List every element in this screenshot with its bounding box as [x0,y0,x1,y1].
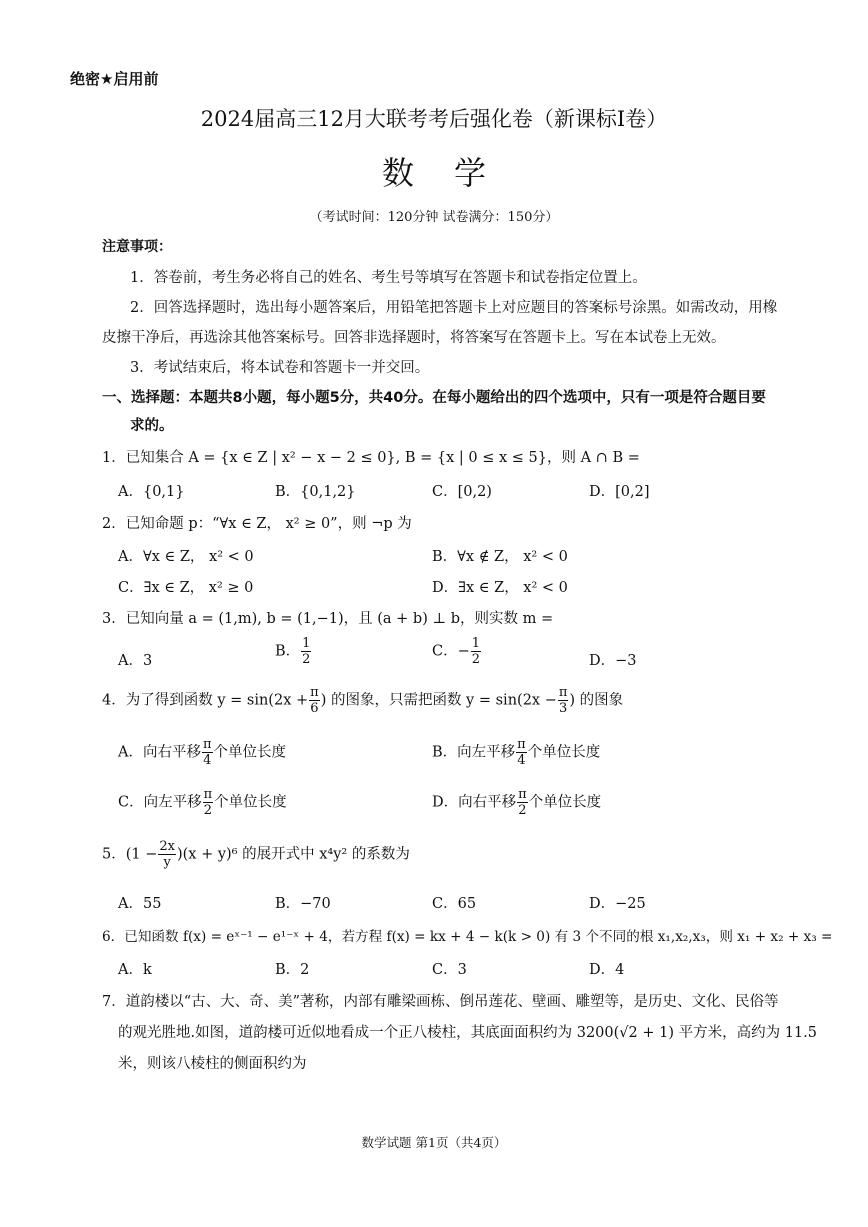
section-1-heading: 一、选择题：本题共8小题，每小题5分，共40分。在每小题给出的四个选项中，只有一项是符合题目要 [102,390,766,406]
q4-stem-part: ) 的图象，只需把函数 y = sin(2x − [320,692,557,709]
numerator: 1 [302,636,311,651]
q2-option-d: D．∃x ∈ Z， x² < 0 [432,580,568,596]
denominator: 2 [518,803,527,818]
q6-option-d: D．4 [589,962,625,978]
question-5-stem [102,840,410,869]
numerator: π [518,787,527,802]
numerator: π [558,685,568,700]
q4-option-b-pre: B．向左平移 [432,744,516,761]
numerator: π [202,737,212,752]
q4-stem-part: 4．为了得到函数 y = sin(2x + [102,692,309,709]
denominator: 4 [203,753,212,768]
denominator: 2 [203,803,213,818]
q5-stem-part: )(x + y)⁶ 的展开式中 x⁴y² 的系数为 [176,846,410,863]
fraction [516,738,527,767]
numerator: π [310,685,319,700]
fraction [309,686,320,715]
q4-option-a-pre: A．向右平移 [118,744,201,761]
q5-option-a: A．55 [118,896,162,912]
q4-option-b [432,738,600,767]
q4-option-d-pre: D．向右平移 [432,794,517,811]
exam-title: 2024届高三12月大联考考后强化卷（新课标I卷） [200,107,668,131]
q4-option-a [118,738,286,767]
q3-option-c [432,637,482,666]
q4-option-c [118,788,287,817]
numerator: π [517,737,526,752]
fraction [202,738,213,767]
question-7-line1: 7．道韵楼以“古、大、奇、美”著称，内部有雕梁画栋、倒吊莲花、壁画、雕塑等，是历史、文化、民俗等 [102,994,779,1010]
note-item-2-line2: 皮擦干净后，再选涂其他答案标号。回答非选择题时，将答案写在答题卡上。写在本试卷上无效。 [102,330,726,346]
q5-option-b: B．−70 [275,896,331,912]
fraction [558,686,569,715]
q4-option-c-post: 个单位长度 [214,794,287,811]
q4-option-b-post: 个单位长度 [527,744,601,761]
note-item-3: 3．考试结束后，将本试卷和答题卡一并交回。 [130,360,430,376]
q4-option-c-pre: C．向左平移 [118,794,202,811]
question-3-stem: 3．已知向量 a = (1,m), b = (1,−1)，且 (a + b) ⊥ b，则实数 m = [102,611,554,627]
question-7-line3: 米，则该八棱柱的侧面积约为 [118,1056,307,1072]
denominator: 2 [302,652,311,667]
q3-option-b-label: B． [275,643,301,660]
fraction [158,840,176,869]
q6-option-a: A．k [118,962,152,978]
question-2-stem: 2．已知命题 p：“∀x ∈ Z， x² ≥ 0”，则 ¬p 为 [102,516,412,532]
q3-option-a: A．3 [118,653,153,669]
q2-option-b: B．∀x ∉ Z， x² < 0 [432,549,568,565]
q3-option-d: D．−3 [589,653,637,669]
note-item-1: 1．答卷前，考生务必将自己的姓名、考生号等填写在答题卡和试卷指定位置上。 [130,270,647,286]
numerator: π [203,787,213,802]
q5-option-d: D．−25 [589,896,646,912]
fraction [471,637,481,666]
q3-option-c-label: C．− [432,643,470,660]
q5-option-c: C．65 [432,896,477,912]
fraction [517,788,528,817]
confidential-mark: 绝密★启用前 [70,70,159,88]
q1-option-c: C．[0,2) [432,484,492,500]
q2-option-a: A．∀x ∈ Z， x² < 0 [118,549,254,565]
denominator: 2 [471,652,481,667]
q3-option-b [275,637,312,666]
numerator: 1 [471,636,481,651]
denominator: 3 [558,701,568,716]
section-1-heading-cont: 求的。 [130,418,174,434]
page-footer: 数学试题 第1页（共4页） [361,1135,507,1150]
fraction [203,788,214,817]
q1-option-a: A．{0,1} [118,484,185,500]
note-item-2-line1: 2．回答选择题时，选出每小题答案后，用铅笔把答题卡上对应题目的答案标号涂黑。如需改动，用橡 [130,300,778,316]
question-1-stem: 1．已知集合 A = {x ∈ Z | x² − x − 2 ≤ 0}, B = {x | 0 ≤ x ≤ 5}，则 A ∩ B = [102,450,640,466]
denominator: 4 [517,753,526,768]
denominator: y [163,855,171,870]
q4-option-a-post: 个单位长度 [213,744,287,761]
question-7-line2: 的观光胜地.如图，道韵楼可近似地看成一个正八棱柱，其底面面积约为 3200(√2 + 1) 平方米，高约为 11.5 [118,1025,817,1041]
q4-option-d-post: 个单位长度 [528,794,602,811]
q2-option-c: C．∃x ∈ Z， x² ≥ 0 [118,580,254,596]
denominator: 6 [310,701,319,716]
q1-option-d: D．[0,2] [589,484,650,500]
q5-stem-part: 5．(1 − [102,846,158,863]
q6-option-c: C．3 [432,962,467,978]
exam-info: （考试时间：120分钟 试卷满分：150分） [309,210,559,225]
q4-option-d [432,788,601,817]
subject-title: 数学 [381,154,526,192]
fraction [301,637,311,666]
q6-option-b: B．2 [275,962,310,978]
q1-option-b: B．{0,1,2} [275,484,356,500]
question-4-stem [102,686,623,715]
numerator: 2x [159,839,175,854]
notes-heading: 注意事项： [102,239,172,255]
question-6-stem: 6．已知函数 f(x) = eˣ⁻¹ − e¹⁻ˣ + 4，若方程 f(x) = kx + 4 − k(k > 0) 有 3 个不同的根 x₁,x₂,x₃，则 x₁ + x₂ + x₃ = [102,929,833,945]
q4-stem-part: ) 的图象 [569,692,624,709]
